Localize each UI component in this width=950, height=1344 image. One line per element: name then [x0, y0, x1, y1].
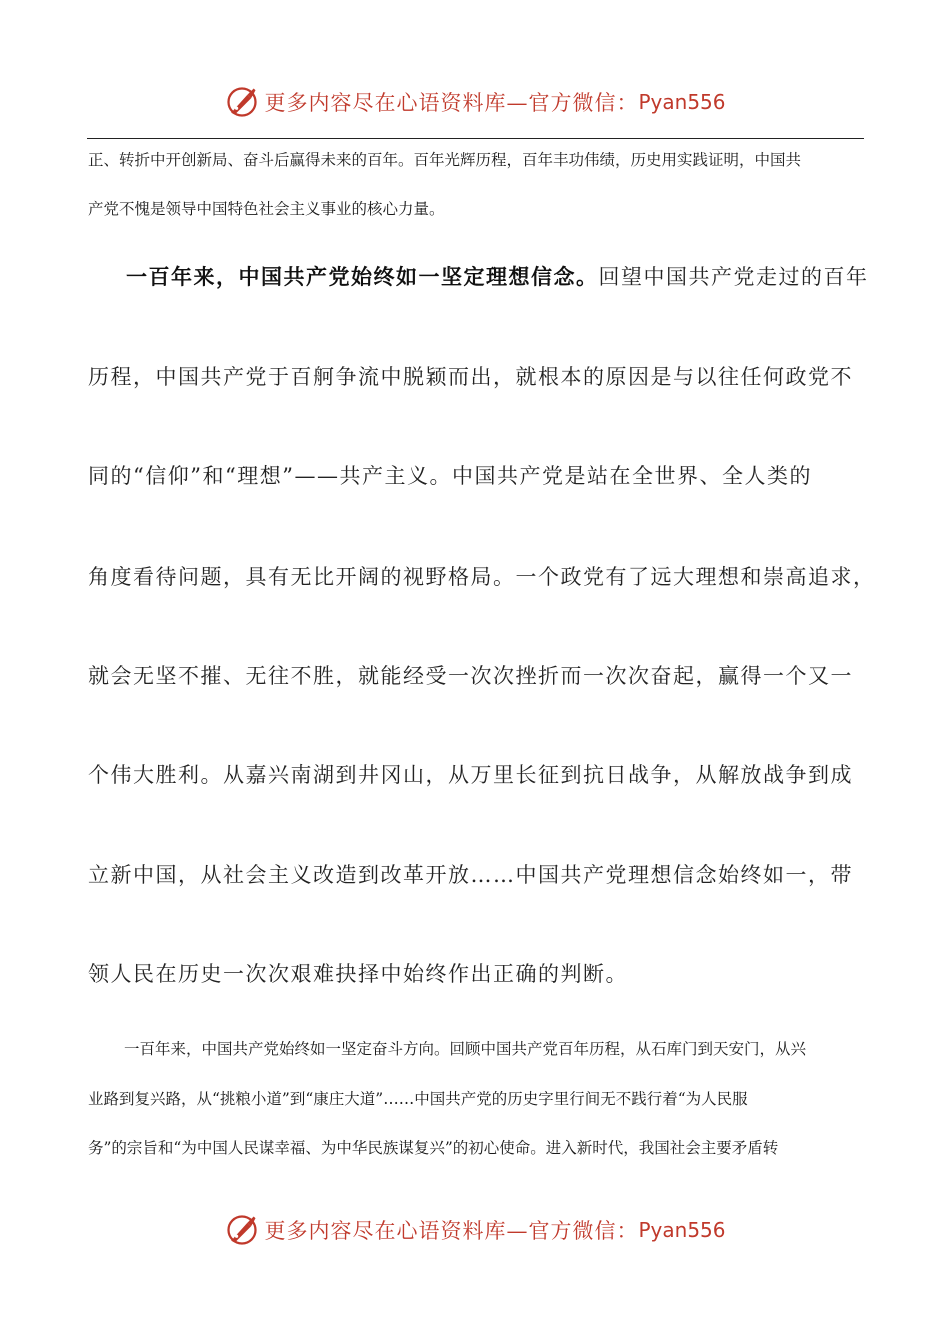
header-rule	[87, 138, 864, 139]
section1-line-8: 领人民在历史一次次艰难抉择中始终作出正确的判断。	[88, 962, 628, 986]
section1-heading: 一百年来，中国共产党始终如一坚定理想信念。	[126, 264, 599, 289]
intro-line-2: 产党不愧是领导中国特色社会主义事业的核心力量。	[88, 200, 445, 218]
section2-line-1	[88, 1039, 864, 1059]
section2-line-1-text: 一百年来，中国共产党始终如一坚定奋斗方向。回顾中国共产党百年历程，从石库门到天安门，从兴	[124, 1040, 807, 1058]
pen-nib-logo-icon	[224, 1212, 260, 1248]
footer-banner-wechat-id: Pyan556	[638, 1218, 726, 1242]
section2-line-2: 业路到复兴路，从“挑粮小道”到“康庄大道”……中国共产党的历史字里行间无不践行着“为人民服	[88, 1090, 748, 1108]
section1-line-3: 同的“信仰”和“理想”——共产主义。中国共产党是站在全世界、全人类的	[88, 464, 812, 488]
section1-line-2: 历程，中国共产党于百舸争流中脱颖而出，就根本的原因是与以往任何政党不	[88, 365, 853, 389]
section2-line-3: 务”的宗旨和“为中国人民谋幸福、为中华民族谋复兴”的初心使命。进入新时代，我国社会主要矛盾转	[88, 1139, 779, 1157]
intro-line-1: 正、转折中开创新局、奋斗后赢得未来的百年。百年光辉历程，百年丰功伟绩，历史用实践证明，中国共	[88, 151, 802, 169]
banner-text: 更多内容尽在心语资料库—官方微信：	[264, 91, 639, 115]
section1-line-7: 立新中国，从社会主义改造到改革开放……中国共产党理想信念始终如一，带	[88, 863, 853, 887]
section1-line-6: 个伟大胜利。从嘉兴南湖到井冈山，从万里长征到抗日战争，从解放战争到成	[88, 763, 853, 787]
section1-line-1	[88, 263, 869, 291]
pen-nib-logo-icon	[224, 84, 260, 120]
header-banner	[0, 82, 950, 122]
footer-banner	[0, 1210, 950, 1250]
section1-line-4: 角度看待问题，具有无比开阔的视野格局。一个政党有了远大理想和崇高追求，	[88, 565, 876, 589]
section1-line-5: 就会无坚不摧、无往不胜，就能经受一次次挫折而一次次奋起，赢得一个又一	[88, 664, 853, 688]
banner-wechat-id: Pyan556	[638, 90, 726, 114]
section1-line-1-rest: 回望中国共产党走过的百年	[598, 265, 869, 289]
footer-banner-text: 更多内容尽在心语资料库—官方微信：	[264, 1219, 639, 1243]
